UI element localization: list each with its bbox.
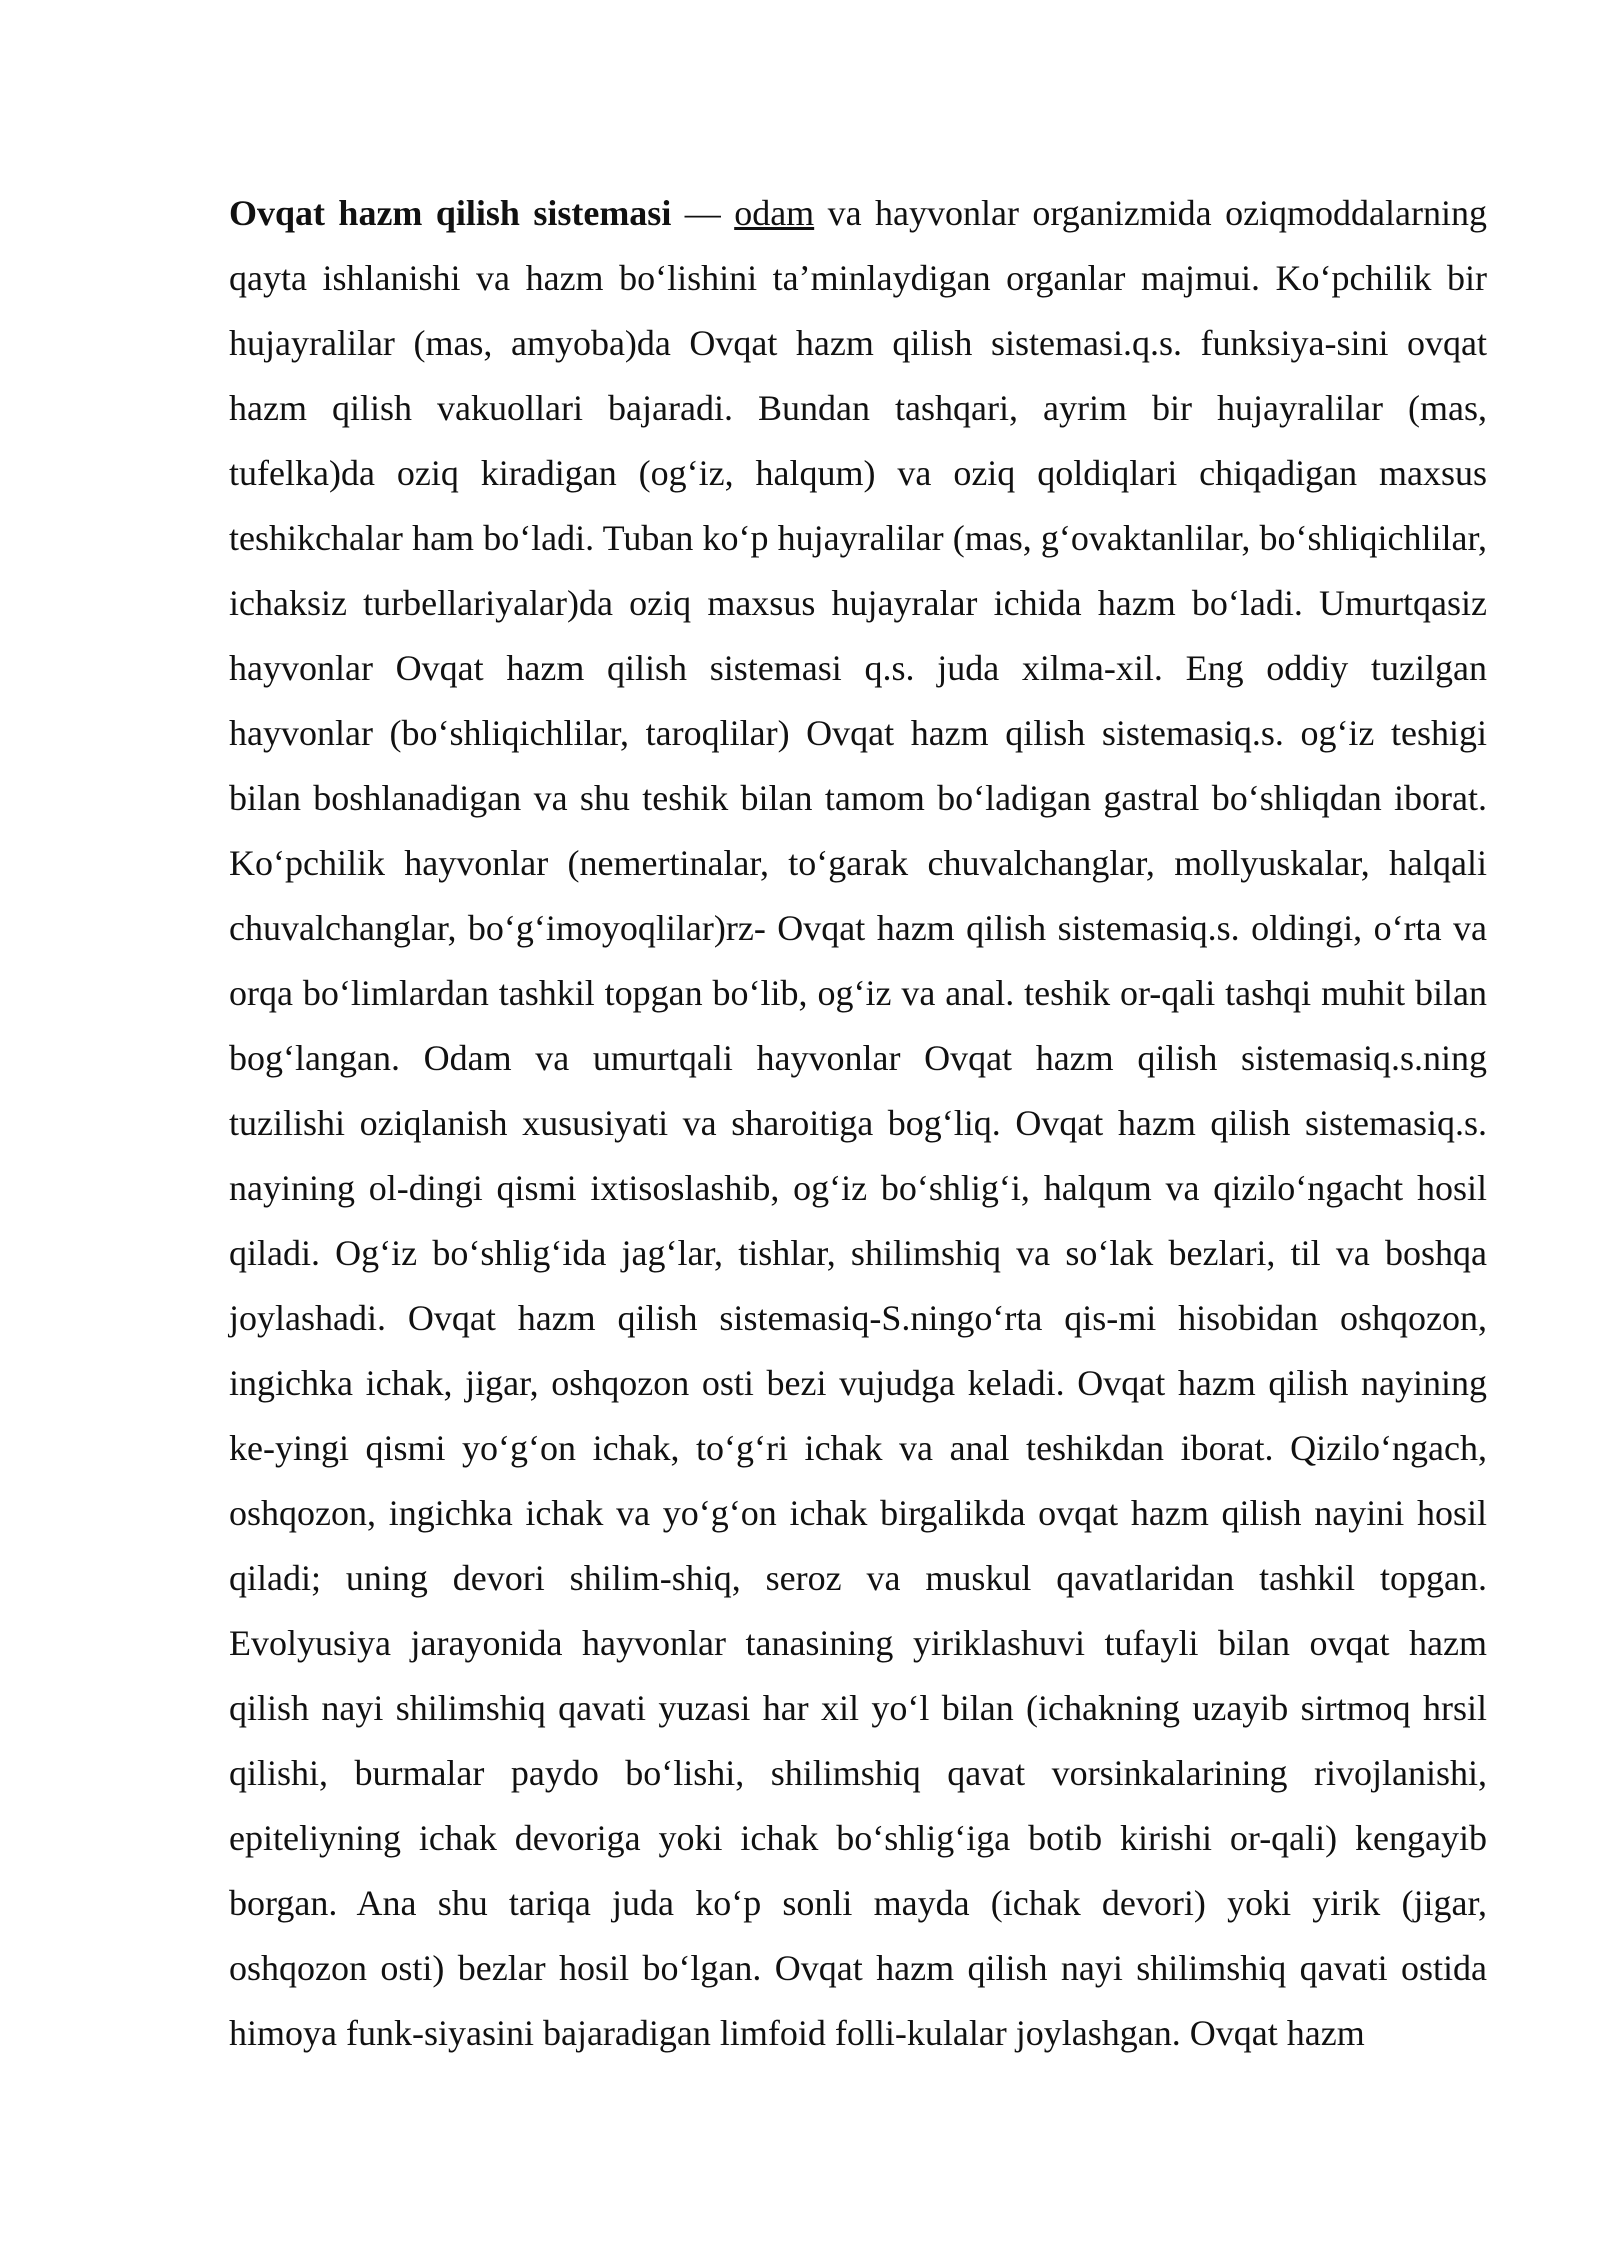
body-text: va hayvonlar organizmida oziqmoddalarning qayta ishlanishi va hazm boʻlishini taʼminlaydigan organlar majmui. Koʻpchilik bir hujayralilar (mas, amyoba)da Ovqat hazm qilish sistemasi.q.s. funksiya-sini ovqat hazm qilish vakuollari bajaradi. Bundan tashqari, ayrim bir hujayralilar (mas, tufelka)da oziq kiradigan (ogʻiz, halqum) va oziq qoldiqlari chiqadigan maxsus teshikchalar ham boʻladi. Tuban koʻp hujayralilar (mas, gʻovaktanlilar, boʻshliqichlilar, ichaksiz turbellariyalar)da oziq maxsus hujayralar ichida hazm boʻladi. Umurtqasiz hayvonlar Ovqat hazm qilish sistemasi q.s. juda xilma-xil. Eng oddiy tuzilgan hayvonlar (boʻshliqichlilar, taroqlilar) Ovqat hazm qilish sistemasiq.s. ogʻiz teshigi bilan boshlanadigan va shu teshik bilan tamom boʻladigan gastral boʻshliqdan iborat. Koʻpchilik hayvonlar (nemertinalar, toʻgarak chuvalchanglar, mollyuskalar, halqali chuvalchanglar, boʻgʻimoyoqlilar)rz- Ovqat hazm qilish sistemasiq.s. oldingi, oʻrta va orqa boʻlimlardan tashkil topgan boʻlib, ogʻiz va anal. teshik or-qali tashqi muhit bilan bogʻlangan. Odam va umurtqali hayvonlar Ovqat hazm qilish sistemasiq.s.ning tuzilishi oziqlanish xususiyati va sharoitiga bogʻliq. Ovqat hazm qilish sistemasiq.s. nayining ol-dingi qismi ixtisoslashib, ogʻiz boʻshligʻi, halqum va qiziloʻngacht hosil qiladi. Ogʻiz boʻshligʻida jagʻlar, tishlar, shilimshiq va soʻlak bezlari, til va boshqa joylashadi. Ovqat hazm qilish sistemasiq-S.ningoʻrta qis-mi hisobidan oshqozon, ingichka ichak, jigar, oshqozon osti bezi vujudga keladi. Ovqat hazm qilish nayining ke-yingi qismi yoʻgʻon ichak, toʻgʻri ichak va anal teshikdan iborat. Qiziloʻngach, oshqozon, ingichka ichak va yoʻgʻon ichak birgalikda ovqat hazm qilish nayini hosil qiladi; uning devori shilim-shiq, seroz va muskul qavatlaridan tashkil topgan. Evolyusiya jarayonida hayvonlar tanasining yiriklashuvi tufayli bilan ovqat hazm qilish nayi shilimshiq qavati yuzasi har xil yoʻl bilan (ichakning uzayib sirtmoq hrsil qilishi, burmalar paydo boʻlishi, shilimshiq qavat vorsinkalarining rivojlanishi, epiteliyning ichak devoriga yoki ichak boʻshligʻiga botib kirishi or-qali) kengayib borgan. Ana shu tariqa juda koʻp sonli mayda (ichak devori) yoki yirik (jigar, oshqozon osti) bezlar hosil boʻlgan. Ovqat hazm qilish nayi shilimshiq qavati ostida himoya funk-siyasini bajaradigan limfoid folli-kulalar joylashgan. Ovqat hazm — [229, 193, 1488, 2053]
body-paragraph — [229, 181, 1487, 2066]
odam-link[interactable]: odam — [734, 193, 815, 233]
em-dash: — — [671, 193, 735, 233]
article-term: Ovqat hazm qilish sistemasi — [229, 193, 672, 233]
